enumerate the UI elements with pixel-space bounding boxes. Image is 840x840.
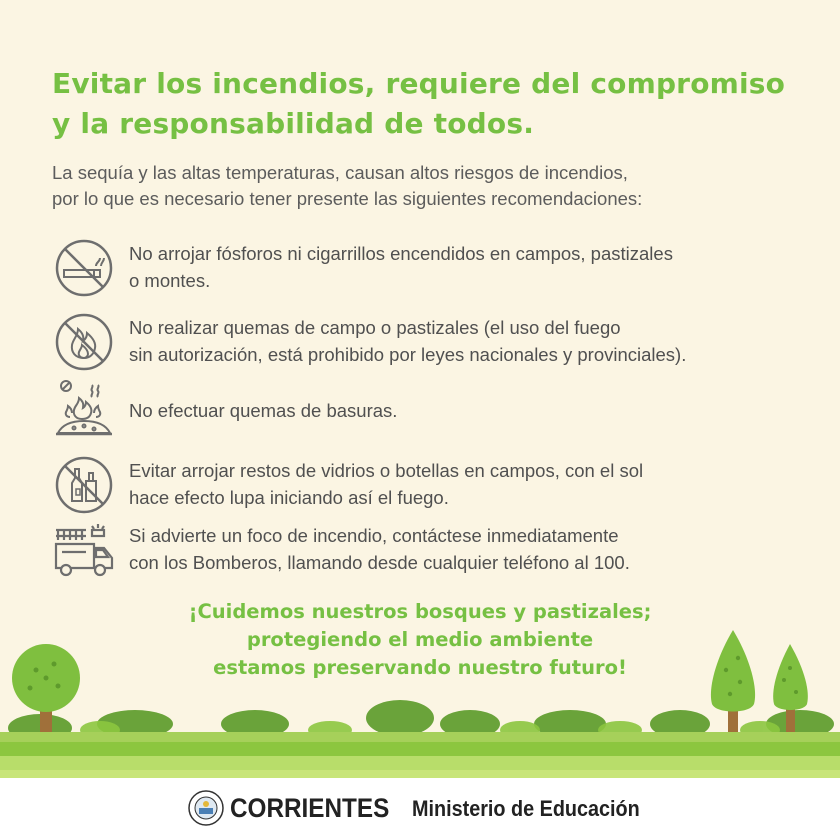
page-title — [52, 64, 812, 144]
recommendation-3 — [52, 377, 812, 441]
no-cigarette-icon — [52, 236, 116, 300]
title-line-2: y la responsabilidad de todos. — [52, 107, 535, 140]
no-fire-icon — [52, 310, 116, 374]
ministry-name: Ministerio de Educación — [412, 796, 640, 821]
closing-line-2: protegiendo el medio ambiente — [246, 628, 594, 651]
closing-line-1: ¡Cuidemos nuestros bosques y pastizales; — [188, 600, 652, 623]
intro-line-1: La sequía y las altas temperaturas, causan altos riesgos de incendios, — [52, 162, 628, 183]
intro-paragraph — [52, 160, 812, 212]
burning-trash-icon — [52, 377, 116, 441]
recommendation-4-line-2: hace efecto lupa iniciando así el fuego. — [129, 487, 449, 508]
recommendation-2-line-2: sin autorización, está prohibido por leyes nacionales y provinciales). — [129, 344, 687, 365]
recommendation-2 — [52, 310, 812, 374]
no-bottles-icon — [52, 453, 116, 517]
fire-truck-icon — [52, 518, 116, 582]
intro-line-2: por lo que es necesario tener presente las siguientes recomendaciones: — [52, 188, 643, 209]
province-seal-icon — [188, 790, 224, 826]
title-line-1: Evitar los incendios, requiere del compromiso — [52, 67, 786, 100]
recommendation-5-line-2: con los Bomberos, llamando desde cualquier teléfono al 100. — [129, 552, 630, 573]
footer — [0, 778, 840, 840]
recommendation-1 — [52, 236, 812, 300]
recommendation-4 — [52, 453, 812, 517]
brand-logo-text: CORRIENTES — [230, 793, 390, 823]
recommendation-1-line-1: No arrojar fósforos ni cigarrillos encendidos en campos, pastizales — [129, 243, 673, 264]
landscape-illustration — [0, 620, 840, 780]
recommendation-3-line-1: No efectuar quemas de basuras. — [129, 400, 398, 421]
recommendation-4-line-1: Evitar arrojar restos de vidrios o botellas en campos, con el sol — [129, 460, 644, 481]
closing-line-3: estamos preservando nuestro futuro! — [213, 656, 627, 679]
recommendation-5-line-1: Si advierte un foco de incendio, contáctese inmediatamente — [129, 525, 619, 546]
recommendation-5 — [52, 518, 812, 582]
recommendation-2-line-1: No realizar quemas de campo o pastizales (el uso del fuego — [129, 317, 621, 338]
recommendation-1-line-2: o montes. — [129, 270, 211, 291]
